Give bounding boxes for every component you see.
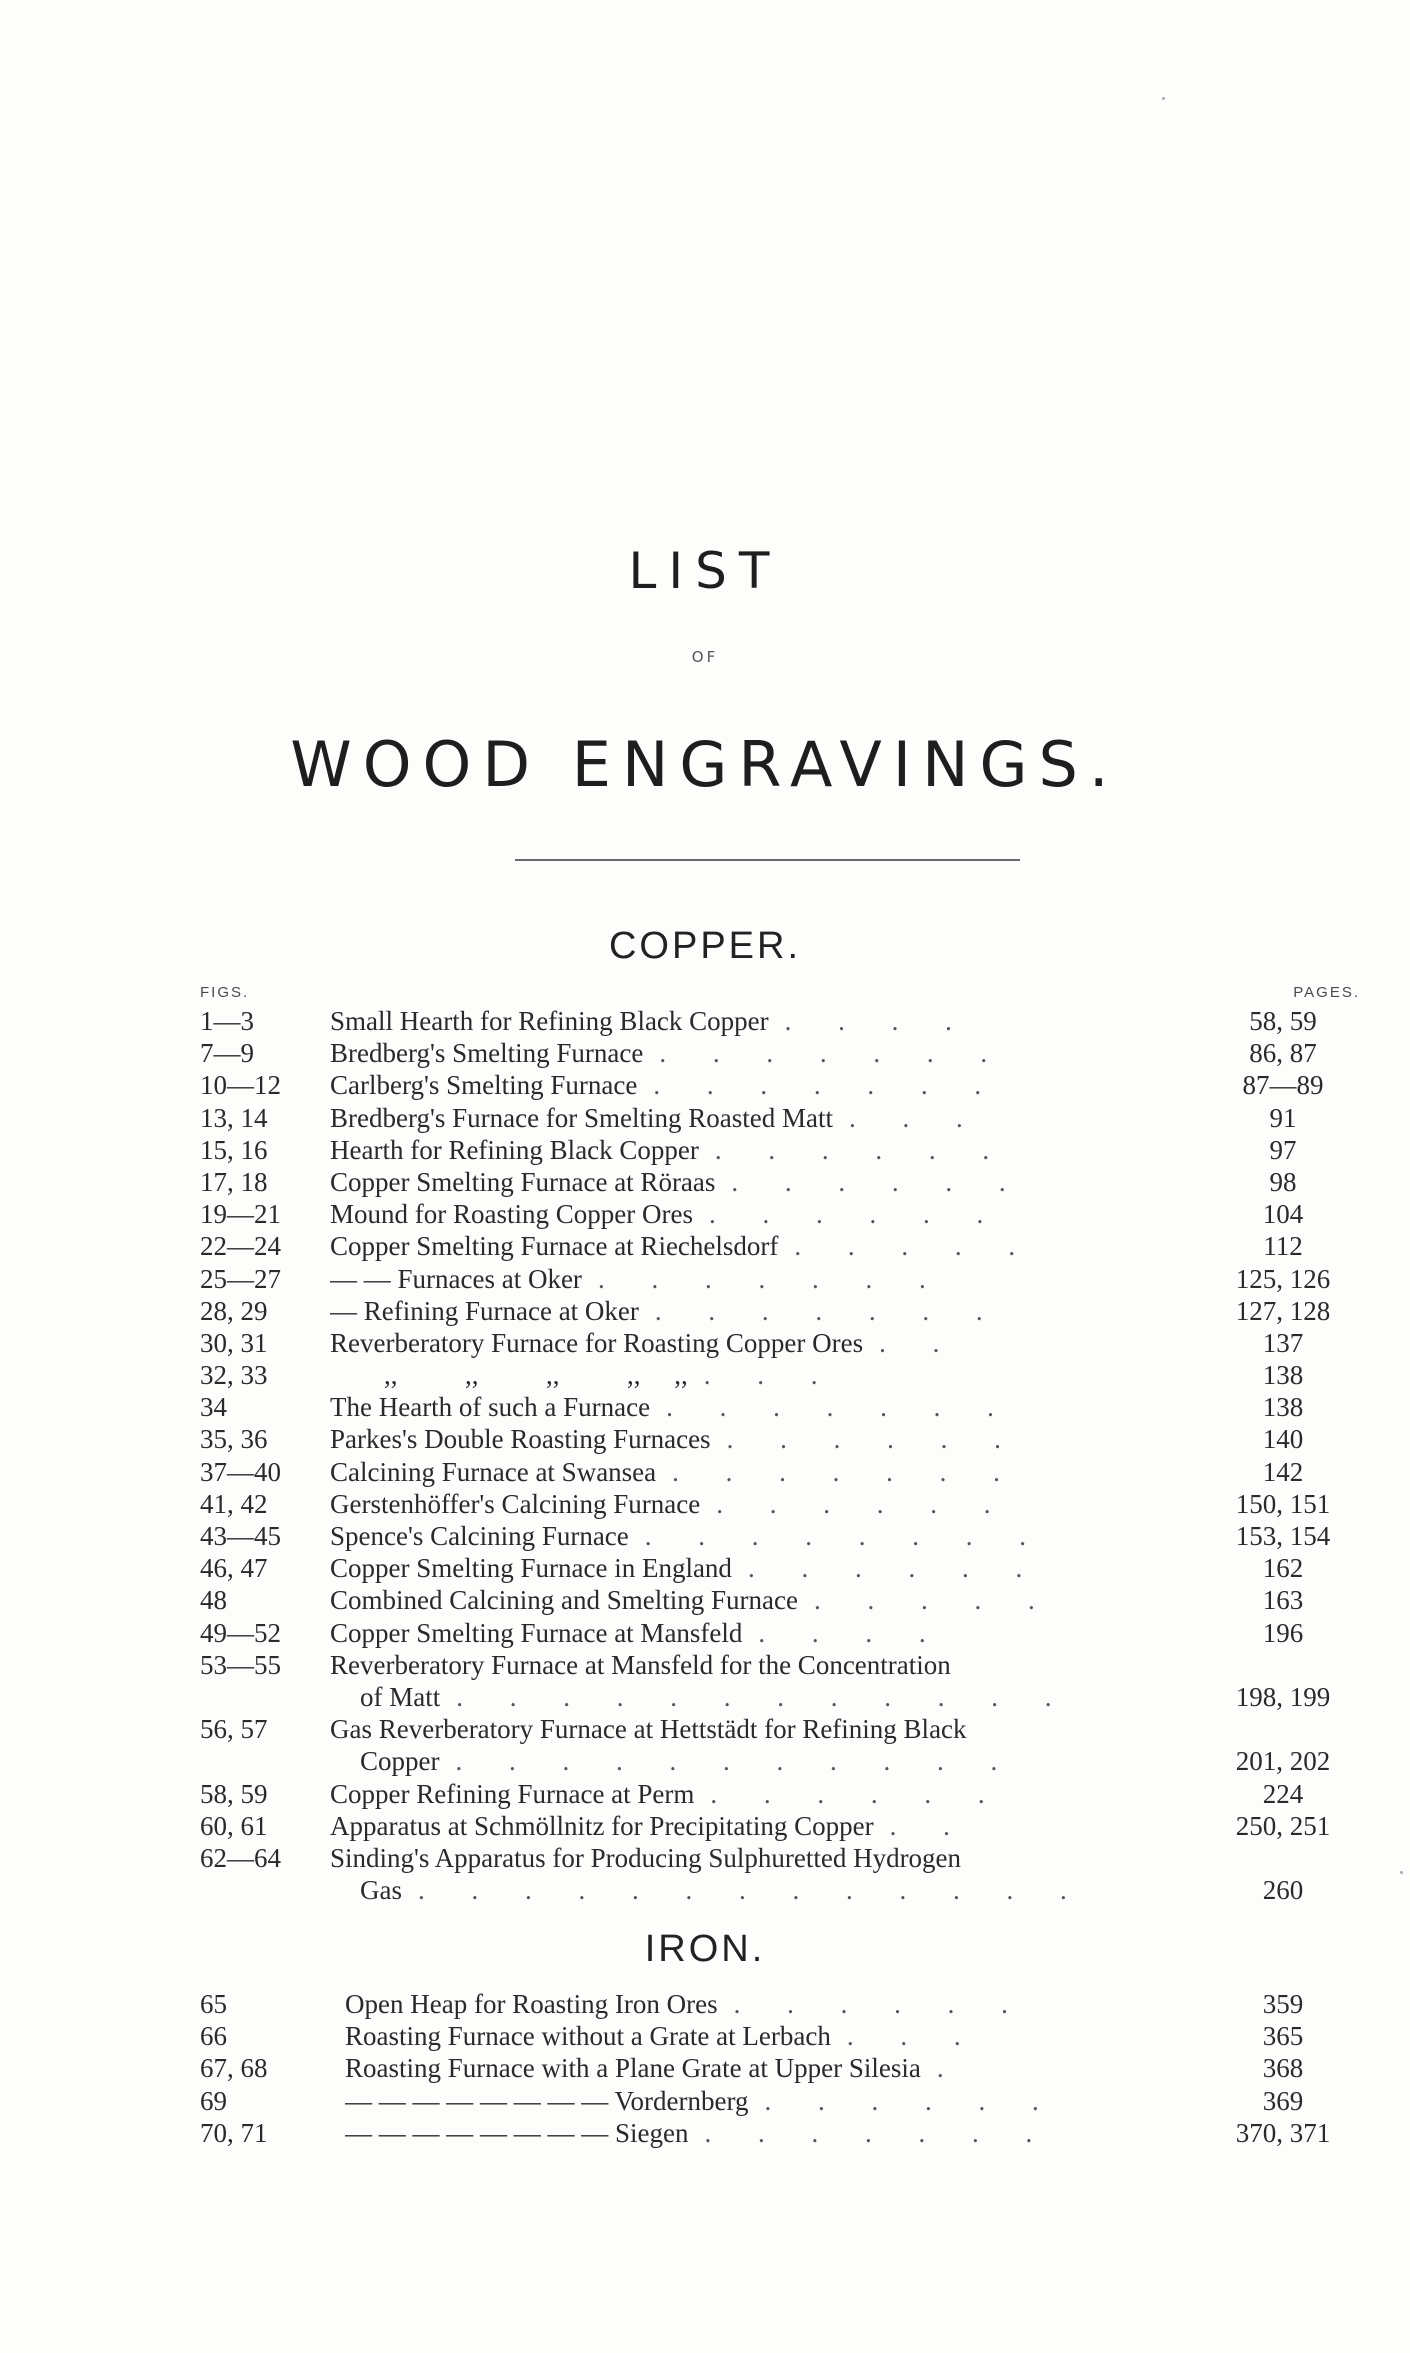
page-reference: 98 xyxy=(1269,1166,1297,1197)
engraving-title xyxy=(330,1617,1230,1649)
figure-number: 1—3 xyxy=(200,1006,254,1036)
dot-leader: . . xyxy=(879,1327,960,1358)
section-heading-copper: COPPER. xyxy=(608,925,802,967)
engraving-title xyxy=(330,1037,1230,1069)
list-item xyxy=(0,1102,1410,1134)
engraving-title xyxy=(330,1134,1230,1166)
dot-leader: . . . . . . xyxy=(731,1166,1026,1197)
engraving-title xyxy=(345,1988,1225,2020)
copper-engravings-list xyxy=(0,1005,1410,1906)
list-item xyxy=(0,1230,1410,1262)
page-reference: 104 xyxy=(1262,1199,1304,1230)
engraving-title xyxy=(330,1810,1230,1842)
engraving-title-text: Copper Smelting Furnace at Röraas xyxy=(330,1166,716,1197)
list-item xyxy=(0,1295,1410,1327)
list-item xyxy=(0,1263,1410,1295)
engraving-title-continuation xyxy=(330,1745,1230,1777)
list-item xyxy=(0,2085,1410,2117)
page-reference: 224 xyxy=(1262,1778,1304,1809)
list-item xyxy=(0,1552,1410,1584)
dot-leader: . . . xyxy=(703,1360,838,1391)
dot-leader: . . . . . . xyxy=(708,1199,1004,1230)
figure-number: 25—27 xyxy=(200,1263,281,1294)
page-reference: 142 xyxy=(1262,1456,1304,1487)
engraving-title-text: Copper Smelting Furnace in England xyxy=(330,1553,732,1584)
list-item xyxy=(0,1391,1410,1423)
page-reference: 260 xyxy=(1262,1874,1304,1905)
title-list: LIST xyxy=(628,542,782,600)
dot-leader: . . . . . . xyxy=(726,1424,1021,1455)
dot-leader: . . . . . . xyxy=(710,1778,1005,1809)
page-reference: 153, 154 xyxy=(1235,1521,1331,1551)
engraving-title-continuation xyxy=(330,1874,1230,1906)
figure-number: 32, 33 xyxy=(200,1360,268,1391)
engraving-title xyxy=(330,1263,1230,1295)
figure-number: 30, 31 xyxy=(200,1327,268,1358)
figure-number: 28, 29 xyxy=(200,1295,268,1326)
dot-leader: . . . . . . xyxy=(714,1134,1010,1165)
engraving-title xyxy=(330,1166,1230,1198)
engraving-title-text: Roasting Furnace without a Grate at Lerbach xyxy=(345,2021,831,2052)
engraving-title xyxy=(330,1069,1230,1101)
list-item xyxy=(0,2020,1410,2052)
figure-number: 49—52 xyxy=(200,1617,281,1648)
dot-leader: . . . . . . . . . . . . . xyxy=(418,1874,1087,1905)
page-reference: 86, 87 xyxy=(1249,1038,1317,1069)
list-item xyxy=(0,1005,1410,1037)
dot-leader: . . . . . . xyxy=(716,1488,1011,1519)
engraving-title xyxy=(330,1005,1230,1037)
figure-number: 35, 36 xyxy=(200,1424,268,1455)
list-item xyxy=(0,1134,1410,1166)
engraving-title-text: Gas Reverberatory Furnace at Hettstädt for Refining Black xyxy=(330,1714,967,1745)
engraving-title-text: — — Furnaces at Oker xyxy=(330,1263,582,1294)
engraving-title-text: — Refining Furnace at Oker xyxy=(330,1295,639,1326)
dot-leader: . . . . . . . xyxy=(597,1263,946,1294)
engraving-title xyxy=(330,1778,1230,1810)
engraving-title-continuation-text: Gas xyxy=(360,1874,402,1905)
engraving-title-continuation xyxy=(330,1681,1230,1713)
figure-number: 37—40 xyxy=(200,1456,281,1487)
figure-number: 69 xyxy=(200,2085,227,2116)
engraving-title-text: ,, ,, ,, ,, ,, xyxy=(330,1360,688,1391)
engraving-title xyxy=(330,1649,1230,1713)
engraving-title-text: Carlberg's Smelting Furnace xyxy=(330,1070,638,1101)
dot-leader: . . . . . . . xyxy=(704,2117,1053,2148)
figure-number: 60, 61 xyxy=(200,1810,268,1841)
engraving-title-text: The Hearth of such a Furnace xyxy=(330,1392,651,1423)
figure-number: 58, 59 xyxy=(200,1778,268,1809)
figure-number: 17, 18 xyxy=(200,1166,268,1197)
list-item xyxy=(0,1423,1410,1455)
page-reference: 58, 59 xyxy=(1249,1006,1317,1036)
page-reference: 250, 251 xyxy=(1235,1810,1331,1841)
figure-number: 56, 57 xyxy=(200,1714,268,1745)
engraving-title-text: Copper Refining Furnace at Perm xyxy=(330,1778,695,1809)
list-item xyxy=(0,1617,1410,1649)
page-reference: 137 xyxy=(1262,1327,1304,1358)
engraving-title xyxy=(330,1359,1230,1391)
dot-leader: . . . . . . . xyxy=(659,1038,1008,1069)
page-reference: 163 xyxy=(1262,1585,1304,1616)
engraving-title xyxy=(330,1102,1230,1134)
figure-number: 66 xyxy=(200,2021,227,2052)
list-item xyxy=(0,2052,1410,2084)
engraving-title-text: Gerstenhöffer's Calcining Furnace xyxy=(330,1488,701,1519)
engraving-title xyxy=(330,1488,1230,1520)
engraving-title xyxy=(330,1391,1230,1423)
figure-number: 41, 42 xyxy=(200,1488,268,1519)
engraving-title xyxy=(345,2052,1225,2084)
list-item xyxy=(0,1520,1410,1552)
page-reference: 198, 199 xyxy=(1235,1681,1331,1712)
engraving-title-text: Calcining Furnace at Swansea xyxy=(330,1456,657,1487)
engraving-title-text: Reverberatory Furnace at Mansfeld for the Concentration xyxy=(330,1649,951,1680)
dot-leader: . . . . . . . xyxy=(654,1295,1003,1326)
engraving-title-text: Sinding's Apparatus for Producing Sulphuretted Hydrogen xyxy=(330,1842,962,1873)
engraving-title-text: Spence's Calcining Furnace xyxy=(330,1521,629,1551)
title-wood-engravings: WOOD ENGRAVINGS. xyxy=(290,728,1120,801)
title-of: OF xyxy=(691,648,719,666)
figure-number: 65 xyxy=(200,1989,227,2019)
list-item xyxy=(0,1166,1410,1198)
figure-number: 22—24 xyxy=(200,1231,281,1262)
engraving-title-text: — — — — — — — — Vordernberg xyxy=(345,2085,749,2116)
figure-number: 15, 16 xyxy=(200,1134,268,1165)
engraving-title-text: Small Hearth for Refining Black Copper xyxy=(330,1006,769,1036)
figure-number: 70, 71 xyxy=(200,2117,268,2148)
page-reference: 201, 202 xyxy=(1235,1746,1331,1777)
page-reference: 138 xyxy=(1262,1360,1304,1391)
section-heading-iron: IRON. xyxy=(644,1928,766,1970)
figure-number: 34 xyxy=(200,1392,227,1423)
figure-number: 53—55 xyxy=(200,1649,281,1680)
engraving-title-continuation-text: Copper xyxy=(360,1746,440,1777)
dot-leader: . xyxy=(936,2053,964,2084)
page-reference: 196 xyxy=(1262,1617,1304,1648)
engraving-title-text: Open Heap for Roasting Iron Ores xyxy=(345,1989,718,2019)
engraving-title-text: Mound for Roasting Copper Ores xyxy=(330,1199,693,1230)
dot-leader: . . . . . xyxy=(794,1231,1036,1262)
dot-leader: . . xyxy=(889,1810,970,1841)
engraving-title xyxy=(330,1295,1230,1327)
dot-leader: . . . . . xyxy=(813,1585,1055,1616)
engraving-title-text: Roasting Furnace with a Plane Grate at Upper Silesia xyxy=(345,2053,921,2084)
dot-leader: . . . . . . . xyxy=(666,1392,1014,1423)
dot-leader: . . . . . . xyxy=(733,1989,1028,2019)
page-reference: 365 xyxy=(1262,2021,1304,2052)
engraving-title-text: Bredberg's Smelting Furnace xyxy=(330,1038,644,1069)
figure-number: 48 xyxy=(200,1585,227,1616)
list-item xyxy=(0,1713,1410,1777)
dot-leader: . . . . . . . . . . . . xyxy=(456,1681,1072,1712)
engraving-title xyxy=(330,1327,1230,1359)
page-reference: 138 xyxy=(1262,1392,1304,1423)
figure-number: 13, 14 xyxy=(200,1102,268,1133)
page-reference: 125, 126 xyxy=(1235,1263,1331,1294)
figure-number: 10—12 xyxy=(200,1070,281,1101)
dot-leader: . . . . xyxy=(784,1006,972,1036)
page-reference: 140 xyxy=(1262,1424,1304,1455)
engraving-title-continuation-text: of Matt xyxy=(360,1681,441,1712)
iron-engravings-list xyxy=(0,1988,1410,2149)
figure-number: 7—9 xyxy=(200,1038,254,1069)
page-reference: 370, 371 xyxy=(1235,2117,1331,2148)
list-item xyxy=(0,1037,1410,1069)
engraving-title-text: — — — — — — — — Siegen xyxy=(345,2117,689,2148)
dot-leader: . . . . . . . . xyxy=(644,1521,1047,1551)
engraving-title xyxy=(330,1423,1230,1455)
list-item xyxy=(0,1456,1410,1488)
page-reference: 127, 128 xyxy=(1235,1295,1331,1326)
column-header-figs: FIGS. xyxy=(200,984,250,1001)
column-header-pages: PAGES. xyxy=(1293,984,1360,1001)
list-item xyxy=(0,1649,1410,1713)
page-reference: 369 xyxy=(1262,2085,1304,2116)
engraving-title xyxy=(330,1552,1230,1584)
page-reference: 112 xyxy=(1263,1231,1303,1262)
page-reference: 91 xyxy=(1269,1102,1297,1133)
engraving-title xyxy=(330,1456,1230,1488)
page-reference: 97 xyxy=(1269,1134,1297,1165)
figure-number: 62—64 xyxy=(200,1842,281,1873)
engraving-title xyxy=(330,1198,1230,1230)
engraving-title xyxy=(330,1842,1230,1906)
page-reference: 150, 151 xyxy=(1235,1488,1331,1519)
list-item xyxy=(0,2117,1410,2149)
dot-leader: . . . . . . xyxy=(747,1553,1043,1584)
list-item xyxy=(0,1584,1410,1616)
figure-number: 43—45 xyxy=(200,1521,281,1551)
title-divider xyxy=(515,859,1020,861)
page-reference: 87—89 xyxy=(1242,1070,1324,1101)
engraving-title-text: Copper Smelting Furnace at Mansfeld xyxy=(330,1617,743,1648)
list-item xyxy=(0,1069,1410,1101)
dot-leader: . . . xyxy=(846,2021,981,2052)
figure-number: 67, 68 xyxy=(200,2053,268,2084)
engraving-title xyxy=(330,1230,1230,1262)
page-reference: 359 xyxy=(1262,1989,1304,2019)
dot-leader: . . . . . . . xyxy=(653,1070,1002,1101)
engraving-title-text: Hearth for Refining Black Copper xyxy=(330,1134,699,1165)
dot-leader: . . . . . . . . . . . xyxy=(455,1746,1018,1777)
engraving-title-text: Bredberg's Furnace for Smelting Roasted Matt xyxy=(330,1102,834,1133)
list-item xyxy=(0,1359,1410,1391)
list-item xyxy=(0,1810,1410,1842)
engraving-title-text: Combined Calcining and Smelting Furnace xyxy=(330,1585,798,1616)
dot-leader: . . . xyxy=(849,1102,983,1133)
page-reference: 162 xyxy=(1262,1553,1304,1584)
figure-number: 46, 47 xyxy=(200,1553,268,1584)
list-item xyxy=(0,1488,1410,1520)
page-reference: 368 xyxy=(1262,2053,1304,2084)
list-item xyxy=(0,1327,1410,1359)
engraving-title xyxy=(345,2085,1225,2117)
paper-speck xyxy=(1162,97,1165,100)
engraving-title-text: Copper Smelting Furnace at Riechelsdorf xyxy=(330,1231,779,1262)
engraving-title xyxy=(330,1713,1230,1777)
list-item xyxy=(0,1988,1410,2020)
engraving-title xyxy=(330,1520,1230,1552)
engraving-title-text: Reverberatory Furnace for Roasting Copper Ores xyxy=(330,1327,864,1358)
dot-leader: . . . . . . xyxy=(764,2085,1059,2116)
list-item xyxy=(0,1778,1410,1810)
engraving-title-text: Apparatus at Schmöllnitz for Precipitating Copper xyxy=(330,1810,874,1841)
list-item xyxy=(0,1198,1410,1230)
engraving-title xyxy=(345,2020,1225,2052)
dot-leader: . . . . xyxy=(758,1617,946,1648)
engraving-title xyxy=(330,1584,1230,1616)
engraving-title xyxy=(345,2117,1225,2149)
list-item xyxy=(0,1842,1410,1906)
figure-number: 19—21 xyxy=(200,1199,281,1230)
dot-leader: . . . . . . . xyxy=(672,1456,1020,1487)
engraving-title-text: Parkes's Double Roasting Furnaces xyxy=(330,1424,711,1455)
